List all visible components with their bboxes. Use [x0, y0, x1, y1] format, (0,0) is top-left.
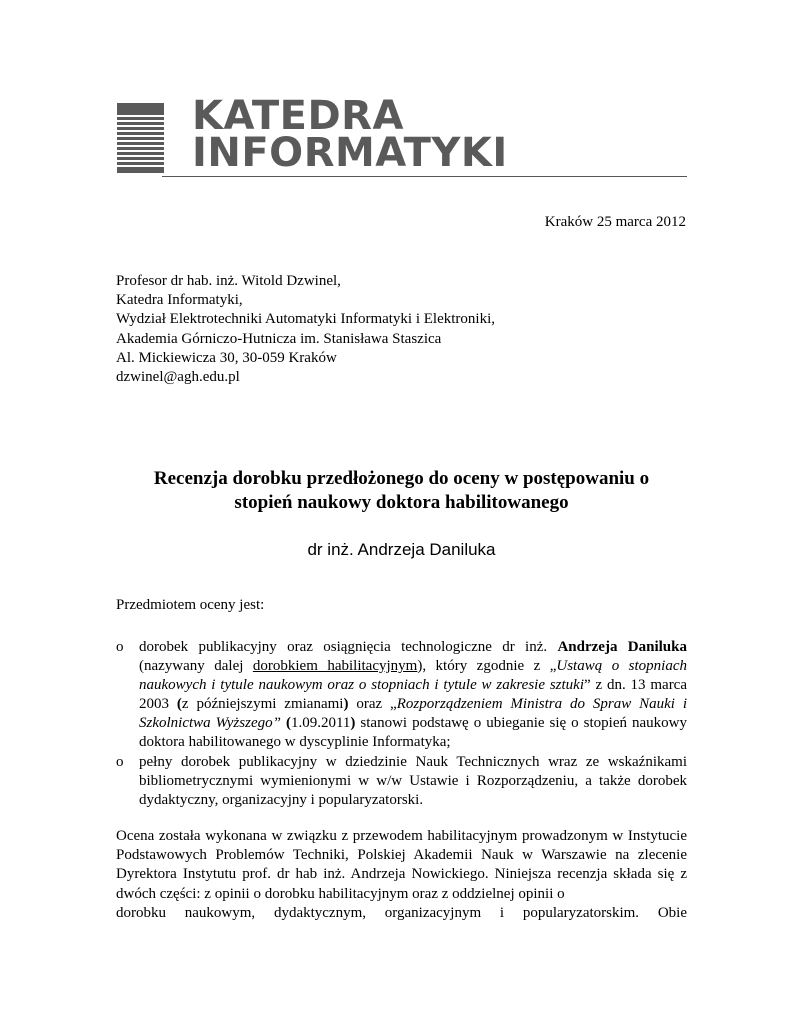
- item1-text: (nazywany dalej: [139, 658, 253, 675]
- item1-paren: ): [350, 715, 356, 732]
- title-line-2: stopień naukowy doktora habilitowanego: [234, 492, 569, 513]
- letterhead-line-1: KATEDRA: [192, 93, 404, 139]
- item1-text: dorobek publikacyjny oraz osiągnięcia technologiczne dr inż.: [139, 639, 558, 655]
- intro-text: Przedmiotem oceny jest:: [116, 597, 265, 613]
- letterhead-divider: [162, 176, 687, 177]
- address-line-department: Katedra Informatyki,: [116, 292, 243, 309]
- item1-paren: (: [285, 715, 291, 732]
- item1-law-title: Ustawą o stopniach naukowych i tytule naukowym oraz o stopniach i tytule w zakresie sztuki: [139, 658, 687, 694]
- item1-text: ), który zgodnie z „: [417, 658, 557, 675]
- item1-text: 1.09.2011: [290, 715, 351, 732]
- sender-address: [116, 272, 495, 387]
- item2-text: pełny dorobek publikacyjny w dziedzinie Nauk Technicznych wraz ze wskaźnikami bibliometrycznymi wymienionymi w w/w Ustawie i Rozporządzeniu, a także dorobek dydaktyczny, organizacyjny i popularyzatorski.: [139, 753, 687, 808]
- candidate-name: dr inż. Andrzeja Daniluka: [307, 540, 496, 559]
- item1-regulation-title: Rozporządzeniem Ministra do Spraw Nauki i Szkolnictwa Wyższego”: [139, 696, 687, 732]
- item1-text: oraz „: [348, 696, 397, 713]
- item1-paren: ): [343, 696, 349, 713]
- list-item: [116, 753, 687, 810]
- address-line-name: Profesor dr hab. inż. Witold Dzwinel,: [116, 273, 341, 289]
- bullet-symbol: o: [116, 753, 124, 770]
- paragraph-last-line: dorobku naukowym, dydaktycznym, organizacyjnym i popularyzatorskim. Obie: [116, 904, 687, 921]
- address-line-email: dzwinel@agh.edu.pl: [116, 369, 240, 386]
- bullet-symbol: o: [116, 639, 124, 655]
- item1-candidate-name: Andrzeja Daniluka: [557, 639, 687, 655]
- item1-text: ” z dn. 13 marca 2003: [139, 677, 687, 713]
- item1-text: stanowi podstawę o ubieganie się o stopień naukowy doktora habilitowanego w dyscyplinie Informatyka;: [139, 715, 688, 751]
- item1-underlined-term: dorobkiem habilitacyjnym: [252, 658, 418, 675]
- evaluation-items-list: [116, 638, 687, 810]
- paragraph-text: Ocena została wykonana w związku z przewodem habilitacyjnym prowadzonym w Instytucie Podstawowych Problemów Techniki, Polskiej Akademii Nauk w Warszawie na zlecenie Dyrektora Instytutu prof. dr hab inż. Andrzeja Nowickiego. Niniejsza recenzja składa się z dwóch części: z opinii o dorobku habilitacyjnym oraz z oddzielnej opinii o: [116, 828, 687, 902]
- address-line-street: Al. Mickiewicza 30, 30-059 Kraków: [116, 349, 337, 366]
- address-line-faculty: Wydział Elektrotechniki Automatyki Informatyki i Elektroniki,: [116, 311, 496, 328]
- katedra-logo-icon: [117, 103, 164, 173]
- document-title: [116, 467, 687, 515]
- item1-text: z późniejszymi zmianami: [181, 696, 344, 713]
- letter-date: Kraków 25 marca 2012: [544, 214, 686, 230]
- body-paragraph: [116, 827, 687, 923]
- letterhead-logo-text: [192, 93, 508, 176]
- letterhead-line-2: INFORMATYKI: [192, 130, 508, 176]
- item1-paren: (: [176, 696, 182, 713]
- address-line-university: Akademia Górniczo-Hutnicza im. Stanisława Staszica: [116, 330, 442, 347]
- title-line-1: Recenzja dorobku przedłożonego do oceny w postępowaniu o: [153, 468, 650, 489]
- list-item: [116, 638, 687, 753]
